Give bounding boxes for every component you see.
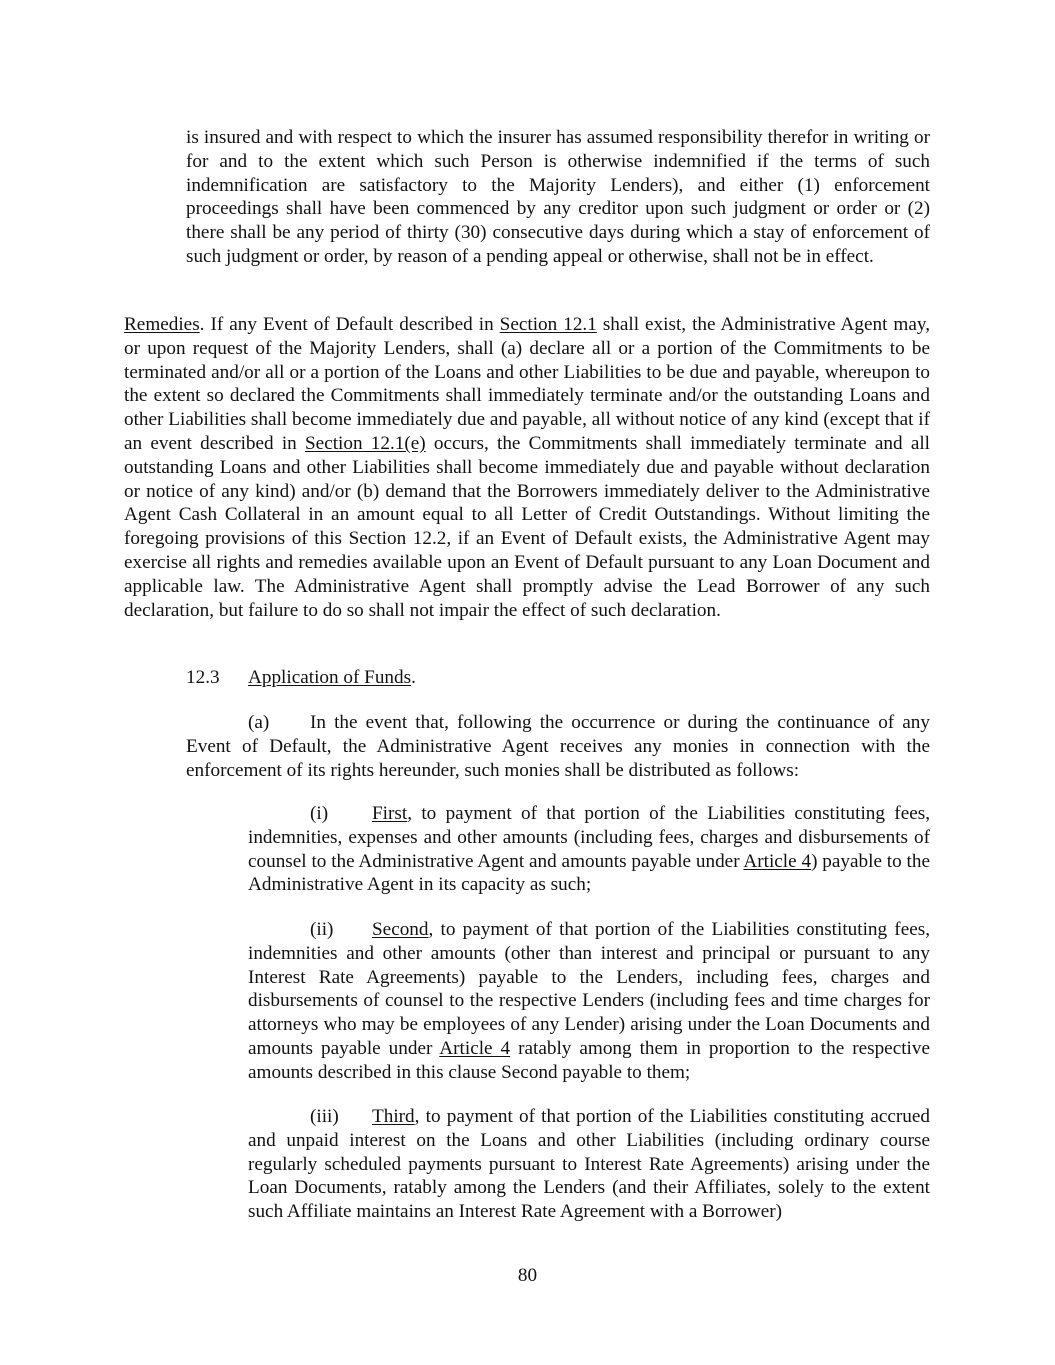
clause-label: (a) (248, 712, 270, 733)
section-heading-12-3 (186, 666, 930, 690)
item-keyword: Third (372, 1106, 415, 1127)
item-text-1: , to payment of that portion of the Liabilities constituting accrued and unpaid interest on the Loans and other Liabilities (including ordinary course regularly scheduled payments pursuant to Interest Rate Agreements) arising under the Loan Documents, ratably among the Lenders (and their Affiliates, solely to the extent such Affiliate maintains an Interest Rate Agreement with a Borrower) (248, 1106, 930, 1223)
item-label: (iii) (310, 1106, 339, 1127)
article-4-reference: Article 4 (743, 850, 812, 872)
item-keyword: Second (372, 919, 429, 940)
section-12-1e-reference: Section 12.1(e) (305, 432, 426, 454)
clause-a (186, 711, 930, 782)
item-i-first (248, 802, 930, 897)
section-number: 12.3 (186, 667, 220, 688)
remedies-heading: Remedies (124, 314, 200, 335)
article-4-reference: Article 4 (439, 1037, 511, 1059)
item-text-1: , to payment of that portion of the Liabilities constituting fees, indemnities and other amounts (other than interest and principal or pursuant to any Interest Rate Agreements) payable to the Lenders, including fees, charges and disbursements of counsel to the respective Lenders (including fees and time charges for attorneys who may be employees of any Lender) arising under the Loan Documents and amounts payable under (248, 919, 930, 1059)
section-title-period: . (411, 667, 416, 688)
page-number: 80 (517, 1265, 538, 1286)
item-ii-second (248, 918, 930, 1085)
item-text-2: ) payable to the Administrative Agent in its capacity as such; (248, 850, 930, 896)
remedies-text-3: occurs, the Commitments shall immediately terminate and all outstanding Loans and other Liabilities shall become immediately due and payable without declaration or notice of any kind) and/or (b) demand that the Borrowers immediately deliver to the Administrative Agent Cash Collateral in an amount equal to all Letter of Credit Outstandings. Without limiting the foregoing provisions of this Section 12.2, if an Event of Default exists, the Administrative Agent may exercise all rights and remedies available upon an Event of Default pursuant to any Loan Document and applicable law. The Administrative Agent shall promptly advise the Lead Borrower of any such declaration, but failure to do so shall not impair the effect of such declaration. (124, 432, 930, 621)
paragraph-judgment-continuation (186, 126, 930, 269)
remedies-text-2: shall exist, the Administrative Agent may, or upon request of the Majority Lenders, shall (a) declare all or a portion of the Commitments to be terminated and/or all or a portion of the Loans and other Liabilities to be due and payable, whereupon to the extent so declared the Commitments shall immediately terminate and/or the outstanding Loans and other Liabilities shall become immediately due and payable, all without notice of any kind (except that if an event described in (124, 314, 930, 454)
paragraph-remedies (124, 313, 930, 622)
item-keyword: First (372, 803, 408, 824)
item-text-1: , to payment of that portion of the Liabilities constituting fees, indemnities, expenses and other amounts (including fees, charges and disbursements of counsel to the Administrative Agent and amounts payable under (248, 803, 930, 872)
item-label: (ii) (310, 919, 334, 940)
clause-text: In the event that, following the occurrence or during the continuance of any Event of Default, the Administrative Agent receives any monies in connection with the enforcement of its rights hereunder, such monies shall be distributed as follows: (186, 712, 930, 781)
section-title: Application of Funds (248, 667, 412, 688)
paragraph-text: is insured and with respect to which the insurer has assumed responsibility therefor in writing or for and to the extent which such Person is otherwise indemnified if the terms of such indemnification are satisfactory to the Majority Lenders), and either (1) enforcement proceedings shall have been commenced by any creditor upon such judgment or order or (2) there shall be any period of thirty (30) consecutive days during which a stay of enforcement of such judgment or order, by reason of a pending appeal or otherwise, shall not be in effect. (186, 127, 930, 267)
section-12-1-reference: Section 12.1 (499, 314, 597, 335)
item-label: (i) (310, 803, 329, 824)
item-iii-third (248, 1105, 930, 1224)
item-text-2: ratably among them in proportion to the respective amounts described in this clause Second payable to them; (248, 1037, 930, 1083)
remedies-text-1: . If any Event of Default described in (199, 314, 500, 335)
